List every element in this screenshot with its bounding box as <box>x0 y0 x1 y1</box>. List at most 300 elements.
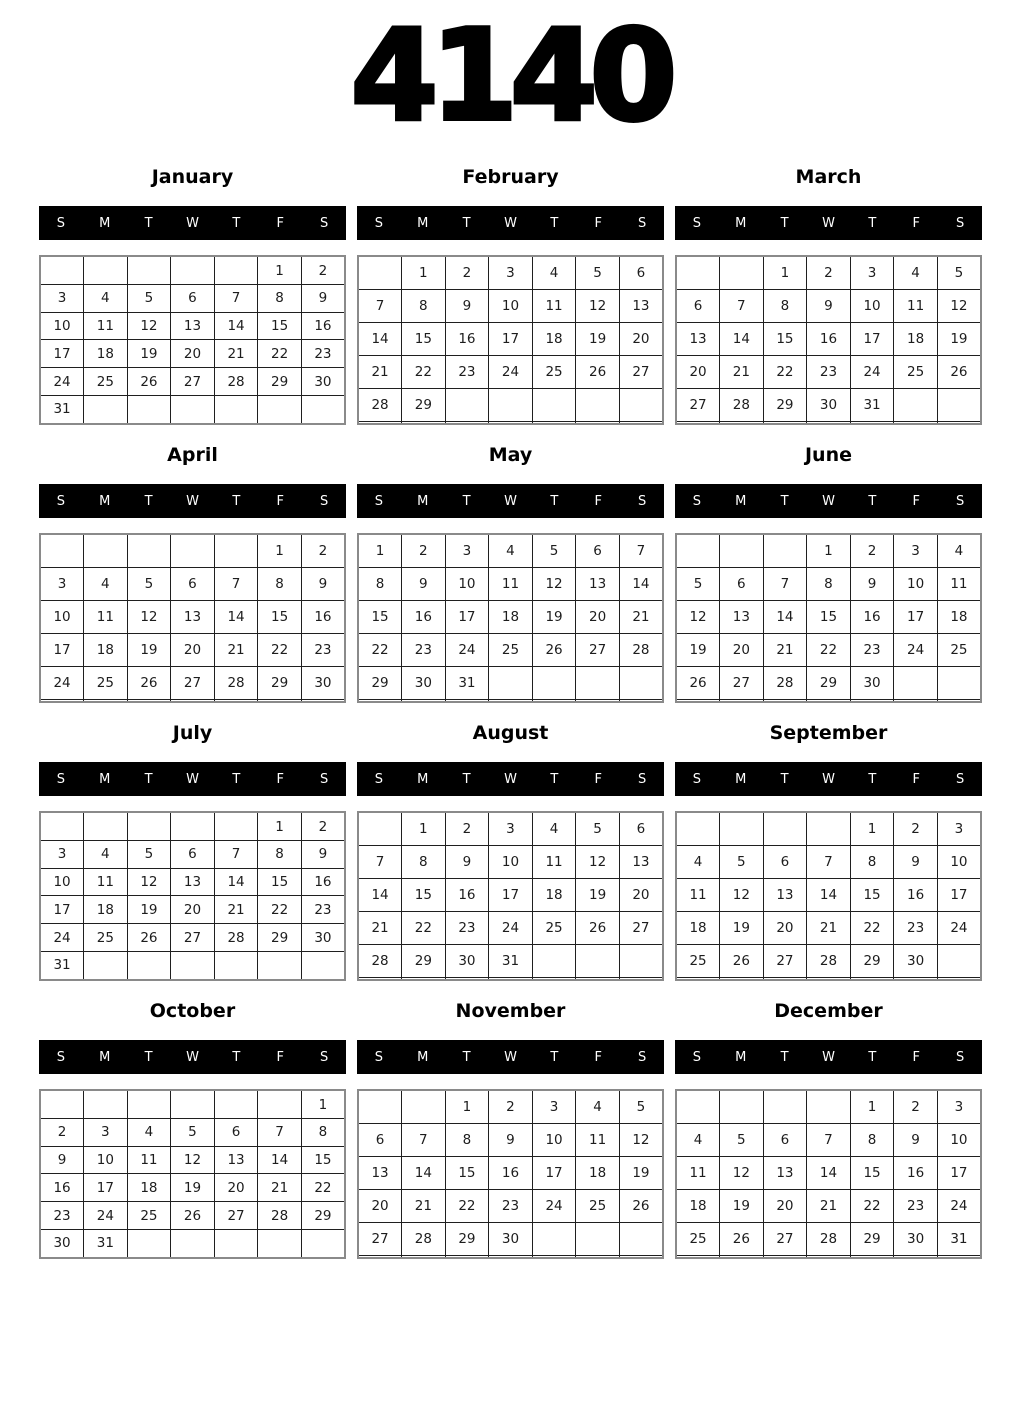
day-cell: 31 <box>937 1222 981 1255</box>
day-cell: 9 <box>445 290 489 323</box>
day-cell: 30 <box>807 388 851 421</box>
day-cell: 17 <box>489 323 533 356</box>
day-cell: 23 <box>301 633 345 666</box>
day-cell: 24 <box>40 368 84 396</box>
day-cell: 4 <box>576 1090 620 1124</box>
week-row <box>676 812 981 846</box>
day-cell: 7 <box>807 846 851 879</box>
day-cell: 4 <box>84 568 128 601</box>
month-block <box>39 720 346 981</box>
day-cell: 5 <box>576 812 620 846</box>
day-cell: 14 <box>214 601 258 634</box>
day-cell: 21 <box>358 355 402 388</box>
weekday-label: M <box>417 493 429 509</box>
empty-day-cell <box>40 534 84 568</box>
day-cell: 19 <box>720 911 764 944</box>
empty-day-cell <box>402 699 446 702</box>
day-cell: 25 <box>127 1202 171 1230</box>
day-cell: 29 <box>763 388 807 421</box>
empty-day-cell <box>258 1229 302 1258</box>
week-row <box>676 601 981 634</box>
day-cell: 23 <box>894 911 938 944</box>
day-cell: 24 <box>850 355 894 388</box>
day-cell: 9 <box>301 568 345 601</box>
day-cell: 6 <box>214 1119 258 1147</box>
week-row <box>40 601 345 634</box>
empty-day-cell <box>301 1229 345 1258</box>
day-cell: 24 <box>937 911 981 944</box>
day-cell: 30 <box>894 944 938 977</box>
day-cell: 27 <box>171 666 215 699</box>
day-cell: 1 <box>850 812 894 846</box>
day-cell: 28 <box>214 924 258 952</box>
day-cell: 1 <box>807 534 851 568</box>
day-cell: 21 <box>807 911 851 944</box>
day-cell: 20 <box>214 1174 258 1202</box>
weekday-header-bar <box>357 762 664 796</box>
weekday-label: S <box>955 1049 965 1065</box>
day-cell: 29 <box>301 1202 345 1230</box>
day-cell: 20 <box>763 1189 807 1222</box>
weekday-label: S <box>692 215 702 231</box>
empty-day-cell <box>763 812 807 846</box>
empty-day-cell <box>171 812 215 841</box>
empty-day-cell <box>489 388 533 421</box>
weekday-label: T <box>232 1049 241 1065</box>
empty-day-cell <box>84 699 128 702</box>
day-cell: 14 <box>358 879 402 912</box>
day-cell: 21 <box>763 633 807 666</box>
day-cell: 6 <box>171 568 215 601</box>
day-cell: 26 <box>532 633 576 666</box>
day-cell: 12 <box>576 290 620 323</box>
week-row <box>40 812 345 841</box>
empty-day-cell <box>214 699 258 702</box>
day-cell: 14 <box>358 323 402 356</box>
empty-day-cell <box>850 421 894 424</box>
day-cell: 6 <box>171 841 215 869</box>
weekday-label: S <box>374 493 384 509</box>
empty-day-cell <box>807 421 851 424</box>
day-cell: 12 <box>127 601 171 634</box>
weekday-label: S <box>692 493 702 509</box>
empty-day-cell <box>937 421 981 424</box>
day-cell: 3 <box>532 1090 576 1124</box>
day-cell: 13 <box>763 879 807 912</box>
day-cell: 15 <box>258 868 302 896</box>
day-cell: 23 <box>850 633 894 666</box>
week-row <box>676 699 981 702</box>
day-cell: 11 <box>532 846 576 879</box>
empty-day-cell <box>894 1255 938 1258</box>
month-block <box>675 442 982 703</box>
weekday-label: S <box>955 771 965 787</box>
weekday-header-bar <box>39 1040 346 1074</box>
day-cell: 16 <box>402 601 446 634</box>
day-cell: 3 <box>40 568 84 601</box>
day-cell: 9 <box>402 568 446 601</box>
empty-day-cell <box>127 812 171 841</box>
weekday-label: F <box>276 215 284 231</box>
empty-day-cell <box>937 388 981 421</box>
empty-day-cell <box>619 1222 663 1255</box>
day-cell: 28 <box>807 944 851 977</box>
week-row <box>358 1090 663 1124</box>
day-cell: 26 <box>937 355 981 388</box>
weekday-label: F <box>276 493 284 509</box>
day-cell: 22 <box>402 355 446 388</box>
day-cell: 30 <box>40 1229 84 1258</box>
day-cell: 26 <box>127 924 171 952</box>
weekday-label: T <box>462 1049 471 1065</box>
weekday-label: M <box>99 771 111 787</box>
day-cell: 16 <box>40 1174 84 1202</box>
day-cell: 22 <box>402 911 446 944</box>
empty-day-cell <box>214 812 258 841</box>
empty-day-cell <box>171 951 215 980</box>
day-cell: 17 <box>445 601 489 634</box>
day-cell: 13 <box>763 1157 807 1190</box>
empty-day-cell <box>532 666 576 699</box>
day-cell: 11 <box>84 312 128 340</box>
day-cell: 11 <box>937 568 981 601</box>
day-cell: 17 <box>850 323 894 356</box>
empty-day-cell <box>720 977 764 980</box>
day-cell: 24 <box>84 1202 128 1230</box>
weekday-label: W <box>186 493 199 509</box>
day-cell: 29 <box>402 388 446 421</box>
empty-day-cell <box>214 395 258 424</box>
month-title: August <box>472 722 549 744</box>
day-cell: 23 <box>445 911 489 944</box>
day-cell: 8 <box>850 1124 894 1157</box>
day-cell: 29 <box>258 924 302 952</box>
week-row <box>358 421 663 424</box>
empty-day-cell <box>763 699 807 702</box>
empty-day-cell <box>676 1090 720 1124</box>
week-row <box>40 1174 345 1202</box>
week-row <box>676 1090 981 1124</box>
day-cell: 4 <box>84 841 128 869</box>
day-cell: 27 <box>171 924 215 952</box>
day-cell: 19 <box>576 323 620 356</box>
weekday-header-bar <box>39 206 346 240</box>
day-cell: 16 <box>301 312 345 340</box>
day-cell: 19 <box>532 601 576 634</box>
day-cell: 17 <box>40 896 84 924</box>
empty-day-cell <box>532 421 576 424</box>
day-cell: 31 <box>84 1229 128 1258</box>
empty-day-cell <box>171 699 215 702</box>
day-cell: 11 <box>84 868 128 896</box>
week-row <box>40 568 345 601</box>
day-cell: 19 <box>127 340 171 368</box>
day-cell: 29 <box>445 1222 489 1255</box>
day-cell: 4 <box>489 534 533 568</box>
weekday-label: T <box>868 771 877 787</box>
day-cell: 20 <box>676 355 720 388</box>
day-cell: 25 <box>676 1222 720 1255</box>
empty-day-cell <box>171 395 215 424</box>
weekday-label: T <box>462 771 471 787</box>
day-cell: 29 <box>402 944 446 977</box>
day-cell: 16 <box>445 323 489 356</box>
day-cell: 10 <box>937 846 981 879</box>
day-cell: 2 <box>850 534 894 568</box>
empty-day-cell <box>619 1255 663 1258</box>
empty-day-cell <box>720 1090 764 1124</box>
empty-day-cell <box>171 1229 215 1258</box>
day-cell: 22 <box>258 896 302 924</box>
day-cell: 20 <box>576 601 620 634</box>
month-day-grid <box>675 533 982 703</box>
empty-day-cell <box>214 951 258 980</box>
week-row <box>676 1222 981 1255</box>
weekday-label: F <box>912 493 920 509</box>
day-cell: 8 <box>358 568 402 601</box>
day-cell: 1 <box>402 812 446 846</box>
month-block <box>675 164 982 425</box>
weekday-header-bar <box>675 762 982 796</box>
day-cell: 18 <box>84 633 128 666</box>
day-cell: 25 <box>532 355 576 388</box>
week-row <box>40 633 345 666</box>
day-cell: 5 <box>576 256 620 290</box>
empty-day-cell <box>489 421 533 424</box>
empty-day-cell <box>40 812 84 841</box>
week-row <box>40 666 345 699</box>
day-cell: 20 <box>763 911 807 944</box>
empty-day-cell <box>445 699 489 702</box>
empty-day-cell <box>445 977 489 980</box>
month-title: October <box>149 1000 236 1022</box>
day-cell: 6 <box>576 534 620 568</box>
weekday-label: S <box>56 215 66 231</box>
empty-day-cell <box>937 699 981 702</box>
weekday-label: W <box>822 771 835 787</box>
day-cell: 28 <box>720 388 764 421</box>
day-cell: 19 <box>127 633 171 666</box>
empty-day-cell <box>84 1090 128 1119</box>
weekday-label: F <box>276 771 284 787</box>
weekday-header-bar <box>357 206 664 240</box>
empty-day-cell <box>402 1090 446 1124</box>
day-cell: 1 <box>763 256 807 290</box>
day-cell: 22 <box>850 911 894 944</box>
day-cell: 6 <box>676 290 720 323</box>
month-day-grid <box>675 1089 982 1259</box>
day-cell: 8 <box>402 846 446 879</box>
day-cell: 26 <box>127 368 171 396</box>
weekday-label: S <box>56 771 66 787</box>
day-cell: 25 <box>894 355 938 388</box>
empty-day-cell <box>850 1255 894 1258</box>
day-cell: 18 <box>937 601 981 634</box>
empty-day-cell <box>127 1090 171 1119</box>
day-cell: 2 <box>301 812 345 841</box>
day-cell: 27 <box>214 1202 258 1230</box>
empty-day-cell <box>619 977 663 980</box>
day-cell: 12 <box>937 290 981 323</box>
empty-day-cell <box>301 951 345 980</box>
empty-day-cell <box>676 256 720 290</box>
empty-day-cell <box>127 395 171 424</box>
empty-day-cell <box>850 977 894 980</box>
week-row <box>676 421 981 424</box>
day-cell: 3 <box>850 256 894 290</box>
weekday-label: T <box>462 493 471 509</box>
day-cell: 10 <box>40 601 84 634</box>
day-cell: 12 <box>720 1157 764 1190</box>
day-cell: 6 <box>619 812 663 846</box>
empty-day-cell <box>127 534 171 568</box>
empty-day-cell <box>894 388 938 421</box>
empty-day-cell <box>763 977 807 980</box>
day-cell: 29 <box>807 666 851 699</box>
day-cell: 27 <box>720 666 764 699</box>
day-cell: 15 <box>445 1157 489 1190</box>
week-row <box>358 601 663 634</box>
week-row <box>676 323 981 356</box>
day-cell: 5 <box>937 256 981 290</box>
day-cell: 25 <box>489 633 533 666</box>
day-cell: 22 <box>301 1174 345 1202</box>
week-row <box>40 841 345 869</box>
day-cell: 16 <box>807 323 851 356</box>
day-cell: 19 <box>127 896 171 924</box>
week-row <box>676 290 981 323</box>
day-cell: 17 <box>532 1157 576 1190</box>
empty-day-cell <box>84 812 128 841</box>
day-cell: 28 <box>358 944 402 977</box>
empty-day-cell <box>258 699 302 702</box>
weekday-label: T <box>144 1049 153 1065</box>
day-cell: 20 <box>358 1189 402 1222</box>
weekday-label: T <box>868 1049 877 1065</box>
day-cell: 18 <box>894 323 938 356</box>
weekday-label: S <box>319 215 329 231</box>
day-cell: 16 <box>850 601 894 634</box>
weekday-label: T <box>868 493 877 509</box>
day-cell: 4 <box>84 285 128 313</box>
day-cell: 30 <box>489 1222 533 1255</box>
empty-day-cell <box>763 1090 807 1124</box>
day-cell: 22 <box>850 1189 894 1222</box>
day-cell: 12 <box>619 1124 663 1157</box>
day-cell: 21 <box>402 1189 446 1222</box>
day-cell: 9 <box>445 846 489 879</box>
day-cell: 1 <box>258 812 302 841</box>
day-cell: 2 <box>402 534 446 568</box>
month-title: March <box>795 166 862 188</box>
empty-day-cell <box>763 1255 807 1258</box>
empty-day-cell <box>358 1255 402 1258</box>
day-cell: 2 <box>445 256 489 290</box>
day-cell: 5 <box>127 285 171 313</box>
day-cell: 20 <box>619 879 663 912</box>
empty-day-cell <box>676 1255 720 1258</box>
empty-day-cell <box>358 1090 402 1124</box>
day-cell: 15 <box>402 879 446 912</box>
day-cell: 25 <box>676 944 720 977</box>
month-title: May <box>488 444 533 466</box>
day-cell: 18 <box>676 911 720 944</box>
empty-day-cell <box>171 1090 215 1119</box>
week-row <box>676 1124 981 1157</box>
day-cell: 5 <box>619 1090 663 1124</box>
month-block <box>357 164 664 425</box>
day-cell: 23 <box>489 1189 533 1222</box>
day-cell: 19 <box>676 633 720 666</box>
empty-day-cell <box>532 977 576 980</box>
day-cell: 5 <box>127 841 171 869</box>
day-cell: 27 <box>763 1222 807 1255</box>
day-cell: 22 <box>258 633 302 666</box>
day-cell: 26 <box>576 355 620 388</box>
day-cell: 13 <box>214 1146 258 1174</box>
day-cell: 16 <box>301 601 345 634</box>
empty-day-cell <box>676 812 720 846</box>
day-cell: 23 <box>894 1189 938 1222</box>
day-cell: 3 <box>489 812 533 846</box>
month-title: September <box>769 722 888 744</box>
day-cell: 9 <box>489 1124 533 1157</box>
empty-day-cell <box>532 1222 576 1255</box>
empty-day-cell <box>301 699 345 702</box>
week-row <box>358 911 663 944</box>
weekday-label: W <box>186 1049 199 1065</box>
day-cell: 26 <box>720 1222 764 1255</box>
week-row <box>358 666 663 699</box>
day-cell: 15 <box>258 312 302 340</box>
day-cell: 14 <box>214 312 258 340</box>
day-cell: 17 <box>40 633 84 666</box>
day-cell: 1 <box>358 534 402 568</box>
weekday-label: F <box>594 771 602 787</box>
day-cell: 20 <box>171 633 215 666</box>
day-cell: 14 <box>807 879 851 912</box>
week-row <box>358 846 663 879</box>
empty-day-cell <box>532 699 576 702</box>
weekday-header-bar <box>675 206 982 240</box>
empty-day-cell <box>358 977 402 980</box>
week-row <box>358 534 663 568</box>
weekday-label: W <box>186 215 199 231</box>
day-cell: 24 <box>894 633 938 666</box>
week-row <box>40 1090 345 1119</box>
empty-day-cell <box>576 1222 620 1255</box>
weekday-label: T <box>780 1049 789 1065</box>
day-cell: 21 <box>214 896 258 924</box>
day-cell: 6 <box>358 1124 402 1157</box>
day-cell: 21 <box>807 1189 851 1222</box>
empty-day-cell <box>937 944 981 977</box>
weekday-label: M <box>417 215 429 231</box>
empty-day-cell <box>214 534 258 568</box>
empty-day-cell <box>807 1090 851 1124</box>
day-cell: 13 <box>676 323 720 356</box>
day-cell: 7 <box>763 568 807 601</box>
month-block <box>39 164 346 425</box>
empty-day-cell <box>807 699 851 702</box>
day-cell: 11 <box>84 601 128 634</box>
day-cell: 2 <box>445 812 489 846</box>
empty-day-cell <box>489 977 533 980</box>
weekday-label: W <box>822 215 835 231</box>
day-cell: 2 <box>894 1090 938 1124</box>
day-cell: 16 <box>301 868 345 896</box>
empty-day-cell <box>807 1255 851 1258</box>
